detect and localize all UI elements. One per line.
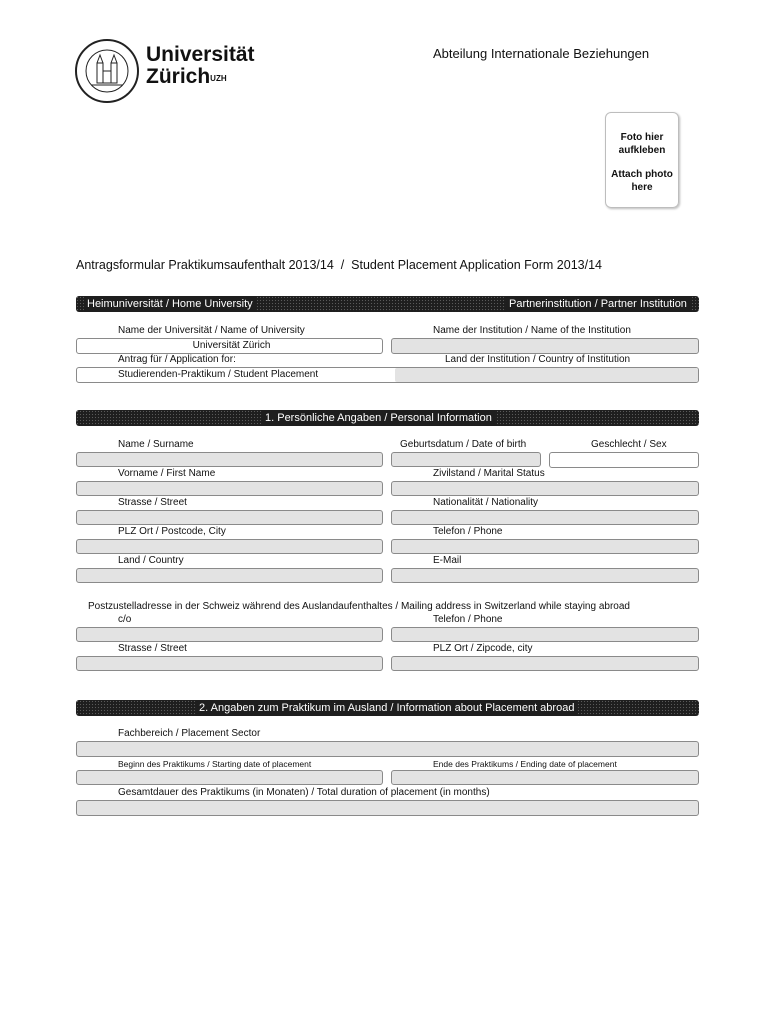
label-nationality: Nationalität / Nationality	[433, 497, 539, 508]
label-date-of-birth: Geburtsdatum / Date of birth	[400, 439, 527, 450]
date-of-birth-field[interactable]	[391, 452, 541, 467]
country-field[interactable]	[76, 568, 383, 583]
label-postcode-city: PLZ Ort / Postcode, City	[118, 526, 226, 537]
label-email: E-Mail	[433, 555, 462, 566]
application-for-field[interactable]: Studierenden-Praktikum / Student Placement	[76, 367, 699, 383]
street-ch-field[interactable]	[76, 656, 383, 671]
nationality-field[interactable]	[391, 510, 699, 525]
university-line2: Zürich$^{UZH}$	[146, 65, 227, 88]
label-placement-sector: Fachbereich / Placement Sector	[118, 728, 261, 739]
marital-status-field[interactable]	[391, 481, 699, 496]
photo-text-4: here	[631, 182, 653, 193]
institution-country-field[interactable]	[395, 368, 698, 382]
label-application-for: Antrag für / Application for:	[118, 354, 236, 365]
label-country: Land / Country	[118, 555, 184, 566]
section-personal-info: 1. Persönliche Angaben / Personal Information	[262, 410, 495, 426]
label-institution-name: Name der Institution / Name of the Institution	[433, 325, 631, 336]
photo-text-2: aufkleben	[618, 145, 666, 156]
phone-ch-field[interactable]	[391, 627, 699, 642]
label-street-ch: Strasse / Street	[118, 643, 187, 654]
postcode-city-field[interactable]	[76, 539, 383, 554]
section-placement-info: 2. Angaben zum Praktikum im Ausland / Information about Placement abroad	[196, 700, 577, 716]
surname-field[interactable]	[76, 452, 383, 467]
label-end-date: Ende des Praktikums / Ending date of placement	[433, 759, 617, 769]
label-phone: Telefon / Phone	[433, 526, 503, 537]
university-suffix: UZH	[210, 74, 227, 83]
sex-field[interactable]	[549, 452, 699, 468]
placement-sector-field[interactable]	[76, 741, 699, 757]
label-phone-ch: Telefon / Phone	[433, 614, 503, 625]
form-title: Antragsformular Praktikumsaufenthalt 2013/14 / Student Placement Application Form 2013/14	[76, 258, 602, 272]
label-sex: Geschlecht / Sex	[591, 439, 667, 450]
university-name-field[interactable]: Universität Zürich	[76, 338, 383, 354]
email-field[interactable]	[391, 568, 699, 583]
label-total-duration: Gesamtdauer des Praktikums (in Monaten) / Total duration of placement (in months)	[118, 787, 490, 798]
care-of-field[interactable]	[76, 627, 383, 642]
street-field[interactable]	[76, 510, 383, 525]
section-bar-home	[76, 296, 699, 312]
phone-field[interactable]	[391, 539, 699, 554]
zipcode-city-ch-field[interactable]	[391, 656, 699, 671]
label-university-name: Name der Universität / Name of University	[118, 325, 305, 336]
label-surname: Name / Surname	[118, 439, 194, 450]
university-name	[146, 44, 255, 88]
department-title: Abteilung Internationale Beziehungen	[433, 46, 650, 61]
university-line1: Universität	[146, 43, 255, 66]
section-home-university: Heimuniversität / Home University	[84, 296, 256, 312]
first-name-field[interactable]	[76, 481, 383, 496]
photo-box	[605, 112, 679, 208]
label-institution-country: Land der Institution / Country of Institution	[445, 354, 631, 365]
total-duration-field[interactable]	[76, 800, 699, 816]
label-zipcode-city-ch: PLZ Ort / Zipcode, city	[433, 643, 533, 654]
photo-text-3: Attach photo	[611, 169, 673, 180]
seal-icon	[77, 41, 137, 101]
label-start-date: Beginn des Praktikums / Starting date of placement	[118, 759, 312, 769]
label-street: Strasse / Street	[118, 497, 187, 508]
mailing-address-heading: Postzustelladresse in der Schweiz während des Auslandaufenthaltes / Mailing address in Switzerland while staying abroad	[88, 601, 630, 612]
institution-name-field[interactable]	[391, 338, 699, 354]
section-bar-personal	[76, 410, 699, 426]
label-marital-status: Zivilstand / Marital Status	[433, 468, 545, 479]
label-first-name: Vorname / First Name	[118, 468, 216, 479]
photo-text-1: Foto hier	[620, 132, 664, 143]
section-partner-institution: Partnerinstitution / Partner Institution	[506, 296, 690, 312]
university-seal	[75, 39, 139, 103]
section-bar-placement	[76, 700, 699, 716]
label-care-of: c/o	[118, 614, 132, 625]
end-date-field[interactable]	[391, 770, 699, 785]
start-date-field[interactable]	[76, 770, 383, 785]
